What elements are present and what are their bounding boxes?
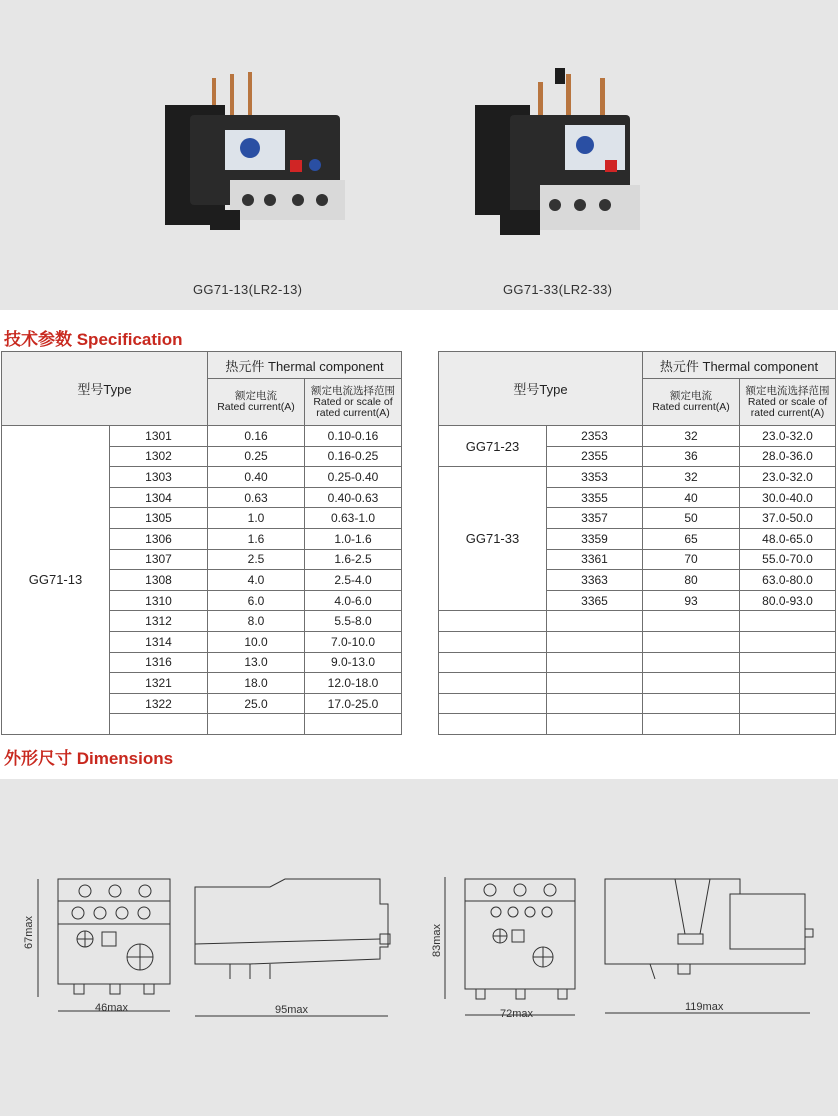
range-cell: 12.0-18.0 [305, 673, 402, 694]
code-cell: 1301 [110, 426, 208, 447]
range-cell: 0.25-0.40 [305, 467, 402, 488]
large-height-label: 83max [431, 923, 443, 957]
small-width-label: 46max [95, 1002, 129, 1014]
code-cell: 1310 [110, 590, 208, 611]
large-width-label: 72max [500, 1008, 534, 1020]
code-cell: 1305 [110, 508, 208, 529]
rated-current-cell: 36 [643, 446, 740, 467]
range-cell: 9.0-13.0 [305, 652, 402, 673]
spec-table-gg71-13 [1, 351, 402, 735]
code-cell: 1307 [110, 549, 208, 570]
rated-current-cell: 32 [643, 467, 740, 488]
spec-table-gg71-23-33 [438, 351, 836, 735]
large-front-view [465, 879, 575, 999]
code-cell: 3361 [547, 549, 643, 570]
range-cell: 0.40-0.63 [305, 487, 402, 508]
range-cell: 2.5-4.0 [305, 570, 402, 591]
empty-cell [208, 714, 305, 735]
range-cell: 4.0-6.0 [305, 590, 402, 611]
empty-cell [547, 631, 643, 652]
rated-current-cell: 0.25 [208, 446, 305, 467]
rated-current-cell: 25.0 [208, 693, 305, 714]
empty-cell [643, 714, 740, 735]
rated-current-cell: 0.40 [208, 467, 305, 488]
range-header: 额定电流选择范围 Rated or scale of rated current(A) [740, 379, 836, 426]
rated-current-cell: 0.63 [208, 487, 305, 508]
large-side-view [605, 879, 813, 979]
code-cell: 1322 [110, 693, 208, 714]
empty-row [439, 611, 836, 632]
rated-current-cell: 80 [643, 570, 740, 591]
empty-cell [740, 673, 836, 694]
empty-cell [439, 673, 547, 694]
range-cell: 63.0-80.0 [740, 570, 836, 591]
code-cell: 1308 [110, 570, 208, 591]
code-cell: 3357 [547, 508, 643, 529]
product-caption: GG71-13(LR2-13) [193, 282, 303, 297]
rated-current-cell: 0.16 [208, 426, 305, 447]
rated-current-cell: 8.0 [208, 611, 305, 632]
rated-current-cell: 32 [643, 426, 740, 447]
code-cell: 3363 [547, 570, 643, 591]
range-cell: 0.16-0.25 [305, 446, 402, 467]
empty-cell [643, 611, 740, 632]
empty-cell [547, 652, 643, 673]
empty-cell [439, 652, 547, 673]
small-length-label: 95max [275, 1004, 309, 1016]
table-row [2, 426, 402, 447]
empty-cell [643, 652, 740, 673]
empty-cell [547, 714, 643, 735]
product-image-gg71-33 [470, 60, 690, 260]
empty-cell [643, 693, 740, 714]
rated-current-cell: 18.0 [208, 673, 305, 694]
dimension-drawings [0, 779, 838, 1116]
rated-current-cell: 1.0 [208, 508, 305, 529]
empty-cell [110, 714, 208, 735]
empty-cell [439, 631, 547, 652]
empty-row [439, 631, 836, 652]
empty-cell [740, 611, 836, 632]
code-cell: 1304 [110, 487, 208, 508]
code-cell: 1314 [110, 631, 208, 652]
range-cell: 48.0-65.0 [740, 528, 836, 549]
rated-current-cell: 70 [643, 549, 740, 570]
range-cell: 55.0-70.0 [740, 549, 836, 570]
empty-cell [439, 714, 547, 735]
empty-cell [547, 693, 643, 714]
range-cell: 1.6-2.5 [305, 549, 402, 570]
model-cell: GG71-23 [439, 426, 547, 467]
empty-cell [643, 631, 740, 652]
range-cell: 23.0-32.0 [740, 467, 836, 488]
rated-current-cell: 6.0 [208, 590, 305, 611]
rated-current-header: 额定电流 Rated current(A) [208, 379, 305, 426]
rated-current-cell: 65 [643, 528, 740, 549]
code-cell: 2355 [547, 446, 643, 467]
empty-cell [547, 611, 643, 632]
empty-cell [305, 714, 402, 735]
empty-cell [740, 693, 836, 714]
model-cell: GG71-13 [2, 426, 110, 735]
table-row [439, 467, 836, 488]
spec-section-title: 技术参数 Specification [4, 330, 183, 349]
code-cell: 1312 [110, 611, 208, 632]
table-row [439, 426, 836, 447]
small-side-view [195, 879, 390, 979]
range-cell: 80.0-93.0 [740, 590, 836, 611]
empty-cell [740, 631, 836, 652]
small-front-view [58, 879, 170, 994]
range-cell: 0.63-1.0 [305, 508, 402, 529]
empty-cell [740, 714, 836, 735]
model-cell: GG71-33 [439, 467, 547, 611]
code-cell: 3359 [547, 528, 643, 549]
code-cell: 3355 [547, 487, 643, 508]
rated-current-cell: 10.0 [208, 631, 305, 652]
rated-current-header: 额定电流 Rated current(A) [643, 379, 740, 426]
range-cell: 30.0-40.0 [740, 487, 836, 508]
empty-row [439, 714, 836, 735]
range-cell: 7.0-10.0 [305, 631, 402, 652]
empty-row [439, 673, 836, 694]
empty-cell [643, 673, 740, 694]
empty-cell [740, 652, 836, 673]
product-photo-band [0, 0, 838, 310]
code-cell: 3353 [547, 467, 643, 488]
code-cell: 3365 [547, 590, 643, 611]
small-height-label: 67max [23, 915, 35, 949]
code-cell: 1316 [110, 652, 208, 673]
rated-current-cell: 40 [643, 487, 740, 508]
rated-current-cell: 4.0 [208, 570, 305, 591]
code-cell: 1302 [110, 446, 208, 467]
rated-current-cell: 93 [643, 590, 740, 611]
range-header: 额定电流选择范围 Rated or scale of rated current(A) [305, 379, 402, 426]
product-image-gg71-13 [150, 60, 370, 260]
code-cell: 2353 [547, 426, 643, 447]
large-length-label: 119max [685, 1001, 724, 1013]
product-caption: GG71-33(LR2-33) [503, 282, 613, 297]
dimensions-section-title: 外形尺寸 Dimensions [4, 749, 174, 768]
empty-row [439, 693, 836, 714]
range-cell: 28.0-36.0 [740, 446, 836, 467]
rated-current-cell: 13.0 [208, 652, 305, 673]
range-cell: 5.5-8.0 [305, 611, 402, 632]
empty-cell [547, 673, 643, 694]
range-cell: 0.10-0.16 [305, 426, 402, 447]
thermal-header: 热元件 Thermal component [208, 352, 402, 379]
thermal-header: 热元件 Thermal component [643, 352, 836, 379]
rated-current-cell: 50 [643, 508, 740, 529]
code-cell: 1321 [110, 673, 208, 694]
code-cell: 1306 [110, 528, 208, 549]
type-header: 型号Type [439, 352, 643, 426]
type-header: 型号Type [2, 352, 208, 426]
rated-current-cell: 2.5 [208, 549, 305, 570]
empty-cell [439, 693, 547, 714]
rated-current-cell: 1.6 [208, 528, 305, 549]
range-cell: 37.0-50.0 [740, 508, 836, 529]
range-cell: 1.0-1.6 [305, 528, 402, 549]
empty-cell [439, 611, 547, 632]
empty-row [439, 652, 836, 673]
range-cell: 17.0-25.0 [305, 693, 402, 714]
code-cell: 1303 [110, 467, 208, 488]
range-cell: 23.0-32.0 [740, 426, 836, 447]
